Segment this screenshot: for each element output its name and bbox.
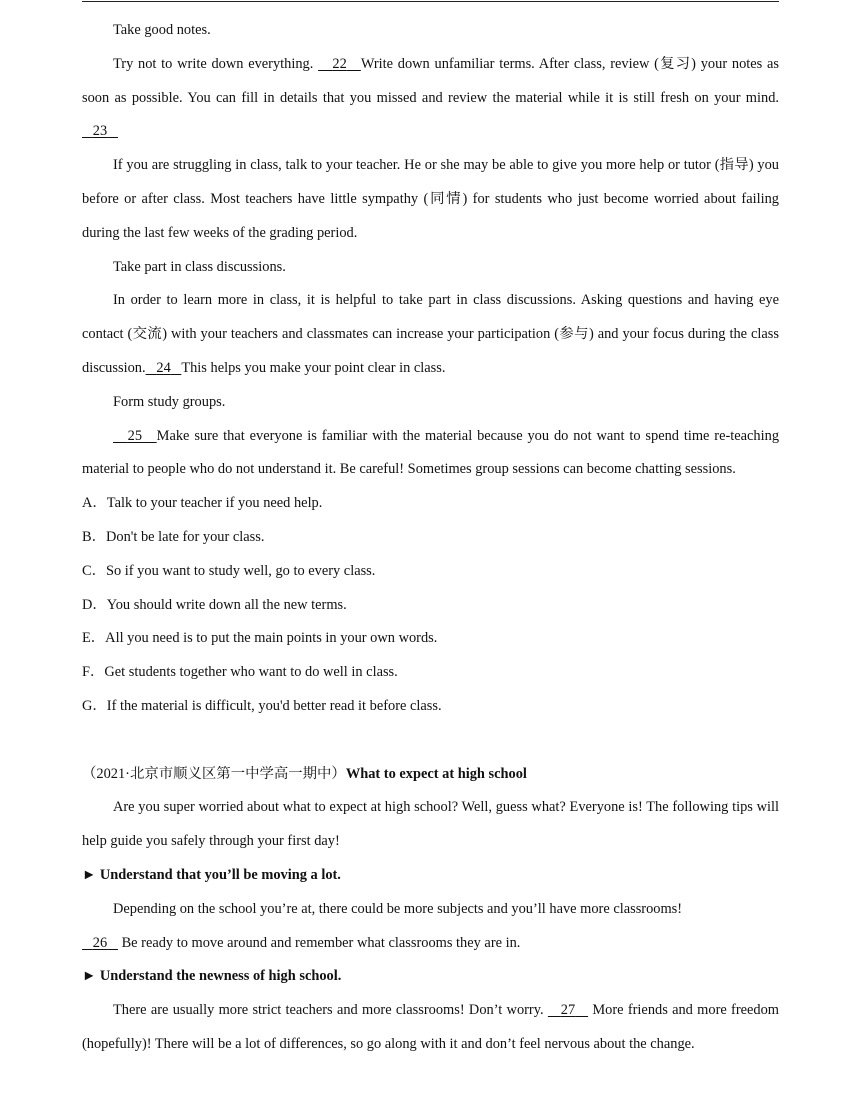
option-b: B．Don't be late for your class.	[82, 528, 265, 545]
top-rule	[82, 1, 779, 2]
blank-27[interactable]: 27	[560, 1002, 576, 1019]
blank-22[interactable]: 22	[332, 55, 347, 72]
heading-take-good-notes: Take good notes.	[113, 22, 211, 38]
paragraph-discussions: In order to learn more in class, it is helpful to take part in class discussions. Asking questions and having eye contact (交流) with your teachers and classmates can increase your participation (参与) and your focus during the class discussion. 24 This helps you make your point clear in class.	[82, 292, 779, 376]
paragraph-study-groups: 25 Make sure that everyone is familiar with the material because you do not want to spend time re-teaching material to people who do not understand it. Be careful! Sometimes group sessions can become chatting sessions.	[82, 427, 780, 478]
option-d: D．You should write down all the new terms.	[82, 596, 347, 613]
option-e: E．All you need is to put the main points in your own words.	[82, 630, 438, 647]
heading-class-discussions: Take part in class discussions.	[113, 258, 286, 275]
heading-study-groups: Form study groups.	[113, 393, 226, 410]
tip-heading-newness: ► Understand the newness of high school.	[82, 968, 342, 985]
option-a: A．Talk to your teacher if you need help.	[82, 495, 323, 512]
paragraph-newness: There are usually more strict teachers and more classrooms! Don’t worry. 27 More friends and more freedom (hopefully)! There will be a lot of differences, so go along with it and don’t feel nervous about the change.	[82, 1002, 779, 1052]
source-label: （2021·北京市顺义区第一中学高一期中）	[82, 765, 346, 782]
passage-title: What to expect at high school	[345, 765, 527, 782]
paragraph-moving: Depending on the school you’re at, there could be more subjects and you’ll have more classrooms! 26 Be ready to move around and remember what classrooms they are in.	[82, 893, 779, 961]
blank-25[interactable]: 25	[127, 427, 143, 444]
paragraph-notes: Try not to write down everything. 22 Write down unfamiliar terms. After class, review (复习) your notes as soon as possible. You can fill in details that you missed and review the material while it is still fresh on your mind. 23	[82, 55, 779, 140]
blank-26[interactable]: 26	[92, 934, 108, 951]
paragraph-struggling: If you are struggling in class, talk to your teacher. He or she may be able to give you more help or tutor (指导) you before or after class. Most teachers have little sympathy (同情) for students who just become worried about failing during the last few weeks of the grading period.	[82, 157, 779, 241]
option-g: G．If the material is difficult, you'd better read it before class.	[82, 697, 442, 714]
paragraph-intro: Are you super worried about what to expect at high school? Well, guess what? Everyone is! The following tips will help guide you safely through your first day!	[82, 799, 779, 850]
section-gap	[82, 724, 779, 758]
question-source-line	[82, 758, 779, 792]
blank-23[interactable]: 23	[92, 123, 108, 140]
tip-heading-moving: ► Understand that you’ll be moving a lot.	[82, 866, 341, 883]
option-c: C．So if you want to study well, go to every class.	[82, 562, 376, 579]
document-page	[82, 14, 779, 1062]
option-f: F．Get students together who want to do well in class.	[82, 664, 398, 681]
blank-24[interactable]: 24	[156, 359, 171, 376]
